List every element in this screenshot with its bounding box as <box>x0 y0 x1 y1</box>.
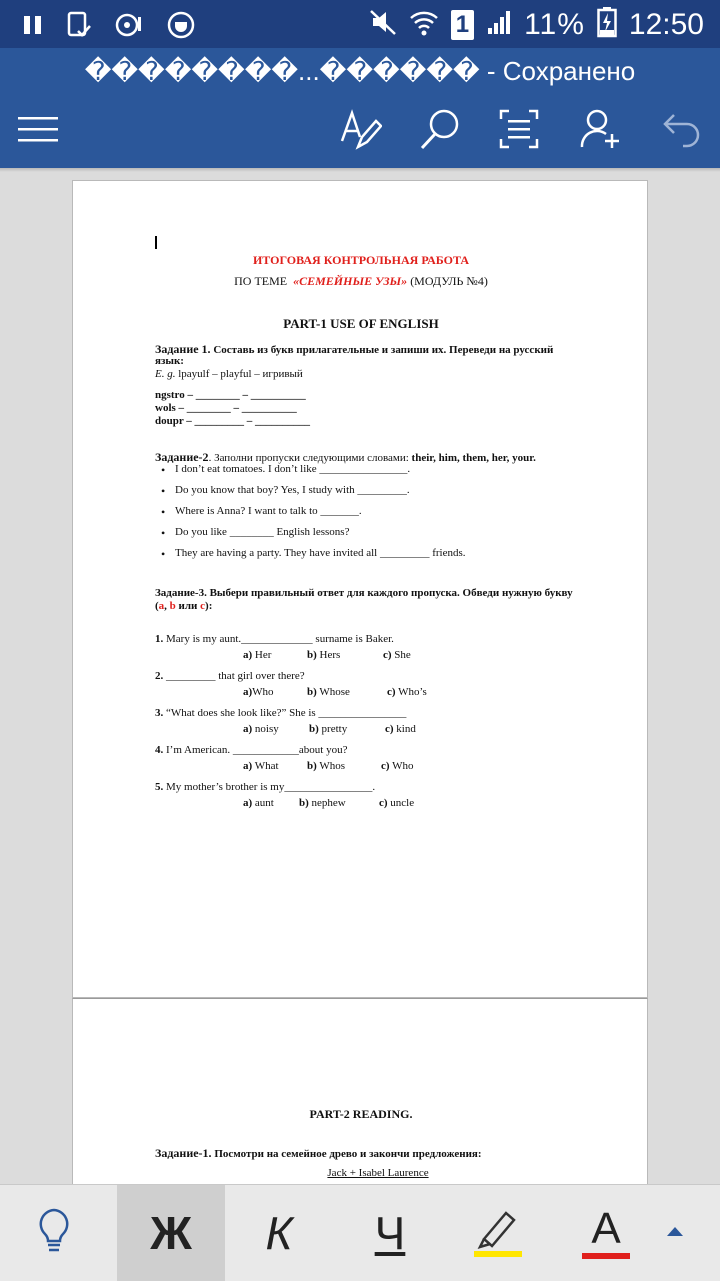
answers-1b <box>307 649 340 661</box>
answers-5c <box>379 797 414 809</box>
answer-label: b) <box>299 797 309 809</box>
answer-label: c) <box>387 686 396 698</box>
task2-list <box>175 463 466 568</box>
answer-label: a) <box>243 797 253 809</box>
question-text: Mary is my aunt._____________ surname is Baker. <box>166 633 394 645</box>
wifi-icon <box>409 8 439 41</box>
answer-text: Who <box>252 686 274 698</box>
question-text: I’m American. ____________about you? <box>166 744 348 756</box>
task2-label: Задание-2 <box>155 450 209 464</box>
answer-label: c) <box>385 723 394 735</box>
underline-glyph: Ч <box>374 1207 406 1259</box>
question-5 <box>155 781 375 793</box>
list-item: • Do you know that boy? Yes, I study with _________. <box>175 484 466 505</box>
bold-button[interactable] <box>117 1185 225 1281</box>
edit-button[interactable] <box>333 104 387 158</box>
task3-option-c: c <box>200 600 206 612</box>
list-item: • Where is Anna? I want to talk to _______. <box>175 505 466 526</box>
task1-row-1: ngstro – ________ – __________ <box>155 389 306 401</box>
answer-text: kind <box>396 723 416 735</box>
task1-example-text: lpayulf – playful – игривый <box>178 368 303 380</box>
toolbar <box>0 94 720 168</box>
answer-label: b) <box>307 649 317 661</box>
answer-label: a) <box>243 760 253 772</box>
answer-text: Whos <box>319 760 346 772</box>
answer-text: What <box>254 760 279 772</box>
task3-paren-open: ( <box>155 600 159 612</box>
battery-percent: 11% <box>524 7 585 41</box>
heading-topic-suffix: (МОДУЛЬ №4) <box>410 274 488 288</box>
answer-text: Whose <box>319 686 350 698</box>
task1-label: Задание 1. <box>155 342 211 356</box>
vinyl-icon <box>114 11 144 44</box>
part1-heading: PART-1 USE OF ENGLISH <box>283 316 439 331</box>
part2-task1-label: Задание-1. <box>155 1146 212 1160</box>
format-bar <box>0 1184 720 1281</box>
question-2 <box>155 670 305 682</box>
task2-words: their, him, them, her, your. <box>411 452 536 464</box>
question-1 <box>155 633 394 645</box>
question-text: _________ that girl over there? <box>166 670 305 682</box>
highlight-button[interactable] <box>444 1185 552 1281</box>
menu-icon <box>18 114 60 149</box>
list-item: • Do you like ________ English lessons? <box>175 526 466 547</box>
share-button[interactable] <box>574 104 628 158</box>
answer-label: b) <box>307 760 317 772</box>
question-number: 1. <box>155 633 164 645</box>
heading-topic-prefix: ПО ТЕМЕ <box>234 274 288 288</box>
edit-pen-icon <box>338 107 382 156</box>
heading-topic-name: «СЕМЕЙНЫЕ УЗЫ» <box>293 274 408 288</box>
task1-line2: язык: <box>155 355 184 367</box>
answers-3b <box>309 723 347 735</box>
answers-4c <box>381 760 414 772</box>
task3-line1: Задание-3. Выбери правильный ответ для каждого пропуска. Обведи нужную букву <box>155 587 573 599</box>
question-number: 5. <box>155 781 164 793</box>
document-page-2[interactable] <box>72 998 648 1198</box>
answer-text: noisy <box>254 723 279 735</box>
task3-comma: , <box>164 600 167 612</box>
question-text: “What does she look like?” She is ________________ <box>166 707 407 719</box>
font-color-swatch <box>582 1253 630 1259</box>
search-icon <box>418 107 462 156</box>
answer-text: pretty <box>321 723 348 735</box>
clock: 12:50 <box>628 7 704 41</box>
task1-line1 <box>155 342 553 357</box>
pause-icon <box>22 14 44 41</box>
question-4 <box>155 744 347 756</box>
task1-text: Составь из букв прилагательные и запиши их. Переведи на русский <box>213 344 554 356</box>
answer-text: uncle <box>390 797 415 809</box>
answers-4a <box>243 760 279 772</box>
underline-button[interactable] <box>336 1185 444 1281</box>
answer-label: a) <box>243 723 253 735</box>
undo-button[interactable] <box>654 104 708 158</box>
answer-label: c) <box>383 649 392 661</box>
answer-label: b) <box>307 686 317 698</box>
part2-task1 <box>155 1146 482 1161</box>
task1-example <box>155 368 303 380</box>
status-bar <box>0 0 720 48</box>
task1-row-2: wols – ________ – __________ <box>155 402 297 414</box>
answers-5b <box>299 797 346 809</box>
list-item: • I don’t eat tomatoes. I don’t like ________________. <box>175 463 466 484</box>
answers-4b <box>307 760 345 772</box>
mute-icon <box>369 8 397 41</box>
highlighter-icon <box>470 1203 526 1264</box>
document-title[interactable]: ��������...������ - Сохранено <box>84 56 636 86</box>
signal-icon <box>486 8 512 41</box>
question-3 <box>155 707 406 719</box>
task3-or: или <box>178 600 198 612</box>
sim-badge: 1 <box>451 10 474 40</box>
bold-glyph: Ж <box>150 1207 192 1259</box>
task2-text: . Заполни пропуски следующими словами: <box>208 452 409 464</box>
menu-button[interactable] <box>12 104 66 158</box>
task3-option-a: a <box>158 600 165 612</box>
answer-label: c) <box>381 760 390 772</box>
task3-option-b: b <box>169 600 176 612</box>
answer-label: a) <box>243 649 253 661</box>
task1-row-3: doupr – _________ – __________ <box>155 415 311 427</box>
answers-5a <box>243 797 274 809</box>
question-number: 4. <box>155 744 164 756</box>
reading-view-icon <box>497 107 541 156</box>
search-button[interactable] <box>413 104 467 158</box>
reading-view-button[interactable] <box>492 104 546 158</box>
question-number: 2. <box>155 670 164 682</box>
lightbulb-icon <box>34 1206 74 1261</box>
font-color-control <box>582 1204 630 1259</box>
answer-label: c) <box>379 797 388 809</box>
answer-text: Hers <box>319 649 341 661</box>
answer-text: nephew <box>311 797 346 809</box>
toolbar-shadow <box>0 168 720 172</box>
ideas-button[interactable] <box>0 1185 108 1281</box>
task1-example-label: E. g. <box>155 368 176 380</box>
share-person-icon <box>579 107 623 156</box>
answer-text: She <box>394 649 411 661</box>
answers-1c <box>383 649 411 661</box>
answers-2a <box>243 686 274 698</box>
text-cursor <box>155 236 157 249</box>
undo-icon <box>659 107 703 156</box>
task3-line2 <box>155 600 212 612</box>
task3-paren-close: ): <box>205 600 213 612</box>
italic-glyph: К <box>265 1207 293 1259</box>
font-color-letter: A <box>591 1204 621 1253</box>
title-bar <box>0 48 720 94</box>
question-text: My mother’s brother is my________________. <box>166 781 376 793</box>
answer-text: aunt <box>254 797 274 809</box>
expand-ribbon-button[interactable] <box>640 1185 710 1281</box>
answers-3a <box>243 723 279 735</box>
part2-task1-text: Посмотри на семейное древо и закончи предложения: <box>214 1148 482 1160</box>
phone-check-icon <box>66 11 92 44</box>
question-number: 3. <box>155 707 164 719</box>
answer-label: b) <box>309 723 319 735</box>
part2-heading: PART-2 READING. <box>309 1107 413 1121</box>
answers-2b <box>307 686 350 698</box>
answers-3c <box>385 723 416 735</box>
answer-text: Her <box>254 649 272 661</box>
answer-text: Who <box>392 760 414 772</box>
list-item: • They are having a party. They have invited all _________ friends. <box>175 547 466 568</box>
triangle-up-icon <box>665 1224 685 1243</box>
answer-text: Who’s <box>398 686 427 698</box>
battery-charging-icon <box>597 6 617 43</box>
document-page-1[interactable] <box>72 180 648 998</box>
shield-app-icon <box>166 10 196 45</box>
answers-2c <box>387 686 427 698</box>
italic-button[interactable] <box>225 1185 333 1281</box>
answers-1a <box>243 649 271 661</box>
family-tree-top: Jack + Isabel Laurence <box>327 1167 429 1179</box>
heading-title: ИТОГОВАЯ КОНТРОЛЬНАЯ РАБОТА <box>252 253 470 267</box>
answer-label: a) <box>243 686 253 698</box>
heading-topic <box>73 274 649 289</box>
